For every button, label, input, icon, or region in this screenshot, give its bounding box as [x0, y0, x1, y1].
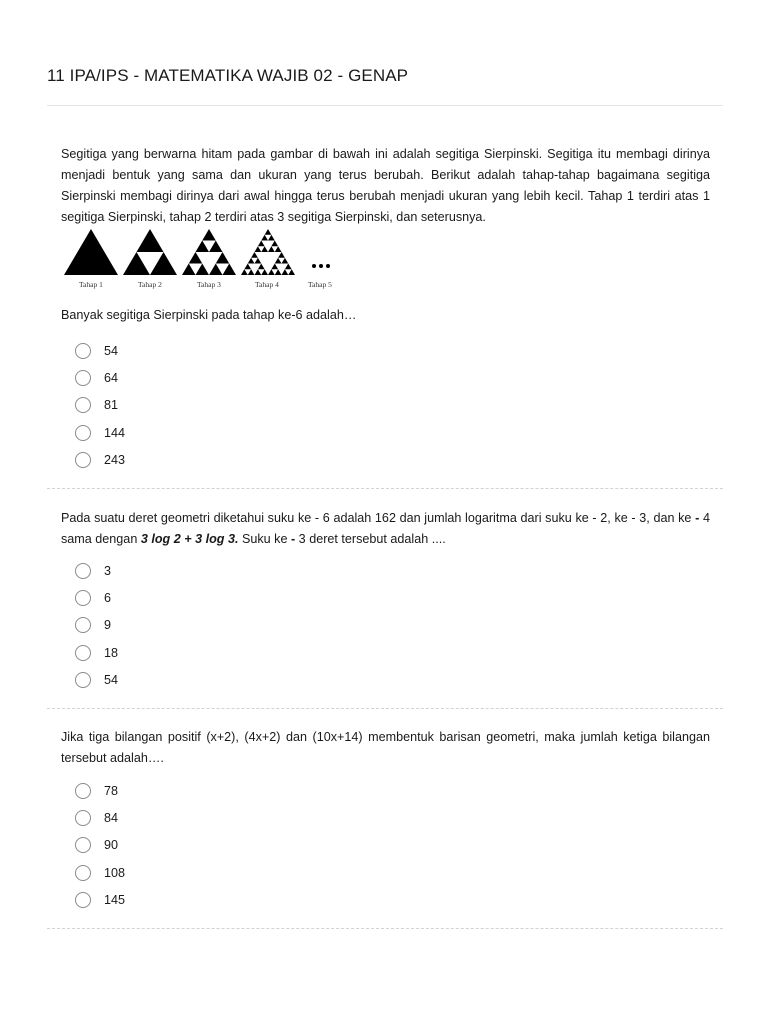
question-1-options: [75, 337, 125, 474]
stage-2-triangle: [123, 229, 177, 275]
option-144[interactable]: [75, 419, 125, 446]
radio-button[interactable]: [75, 563, 91, 579]
stage-label: Tahap 2: [138, 280, 162, 289]
radio-button[interactable]: [75, 425, 91, 441]
prompt-dash: -: [290, 532, 296, 546]
option-108[interactable]: [75, 859, 125, 886]
option-label: 81: [104, 398, 119, 413]
radio-button[interactable]: [75, 452, 91, 468]
question-2-prompt: [61, 508, 710, 550]
option-label: 84: [104, 811, 119, 826]
option-label: 6: [104, 591, 112, 606]
option-label: 9: [104, 618, 112, 633]
option-label: 3: [104, 563, 112, 578]
radio-button[interactable]: [75, 370, 91, 386]
radio-button[interactable]: [75, 783, 91, 799]
option-label: 144: [104, 425, 126, 440]
option-78[interactable]: [75, 777, 125, 804]
question-2-options: [75, 557, 118, 694]
stage-label: Tahap 3: [197, 280, 221, 289]
option-18[interactable]: [75, 639, 118, 666]
question-3-options: [75, 777, 125, 914]
option-label: 54: [104, 673, 119, 688]
option-9[interactable]: [75, 612, 118, 639]
option-145[interactable]: [75, 887, 125, 914]
stage-5-ellipsis: [312, 264, 330, 268]
stage-1-triangle: [64, 229, 118, 275]
radio-button[interactable]: [75, 892, 91, 908]
option-243[interactable]: [75, 447, 125, 474]
radio-button[interactable]: [75, 865, 91, 881]
radio-button[interactable]: [75, 810, 91, 826]
question-3-prompt: Jika tiga bilangan positif (x+2), (4x+2) dan (10x+14) membentuk barisan geometri, maka jumlah ketiga bilangan tersebut adalah….: [61, 730, 710, 765]
prompt-formula: 3 log 2 + 3 log 3.: [140, 532, 239, 546]
question-1-intro: Segitiga yang berwarna hitam pada gambar di bawah ini adalah segitiga Sierpinski. Segitiga itu membagi dirinya menjadi bentuk yang sama dan ukuran yang terus berubah. Berikut adalah tahap-tahap bagaimana segitiga Sierpinski membagi dirinya dari awal hingga terus berubah menjadi ukuran yang lebih kecil. Tahap 1 terdiri atas 1 segitiga Sierpinski, tahap 2 terdiri atas 3 segitiga Sierpinski, dan seterusnya.: [61, 147, 710, 224]
prompt-text: 3 deret tersebut adalah ....: [295, 532, 446, 546]
question-divider: [47, 708, 723, 709]
radio-button[interactable]: [75, 343, 91, 359]
stage-label: Tahap 1: [79, 280, 103, 289]
radio-button[interactable]: [75, 837, 91, 853]
option-label: 78: [104, 783, 119, 798]
option-3[interactable]: [75, 557, 118, 584]
option-54[interactable]: [75, 337, 125, 364]
option-label: 54: [104, 343, 119, 358]
option-label: 18: [104, 645, 119, 660]
radio-button[interactable]: [75, 397, 91, 413]
option-90[interactable]: [75, 832, 125, 859]
radio-button[interactable]: [75, 590, 91, 606]
stage-label: Tahap 5: [308, 280, 332, 289]
title-divider: [47, 105, 723, 106]
option-label: 145: [104, 893, 126, 908]
stage-3-triangle: [182, 229, 236, 275]
prompt-text: Suku ke: [238, 532, 291, 546]
prompt-text: Pada suatu deret geometri diketahui suku ke - 6 adalah 162 dan jumlah logaritma dari suku ke - 2, ke - 3, dan ke: [61, 511, 696, 525]
radio-button[interactable]: [75, 617, 91, 633]
option-84[interactable]: [75, 804, 125, 831]
page-title: 11 IPA/IPS - MATEMATIKA WAJIB 02 - GENAP: [47, 66, 409, 85]
sierpinski-figure: [60, 227, 350, 293]
option-label: 64: [104, 371, 119, 386]
stage-label: Tahap 4: [255, 280, 279, 289]
option-6[interactable]: [75, 584, 118, 611]
prompt-dash: -: [695, 511, 700, 525]
option-label: 108: [104, 865, 126, 880]
question-divider: [47, 488, 723, 489]
option-81[interactable]: [75, 392, 125, 419]
option-label: 90: [104, 838, 119, 853]
prompt-text: 4 sama dengan: [61, 511, 710, 546]
radio-button[interactable]: [75, 672, 91, 688]
option-label: 243: [104, 453, 126, 468]
option-54[interactable]: [75, 667, 118, 694]
stage-4-triangle: [241, 229, 295, 275]
question-1-prompt: Banyak segitiga Sierpinski pada tahap ke-6 adalah…: [61, 308, 357, 322]
option-64[interactable]: [75, 364, 125, 391]
radio-button[interactable]: [75, 645, 91, 661]
question-divider: [47, 928, 723, 929]
